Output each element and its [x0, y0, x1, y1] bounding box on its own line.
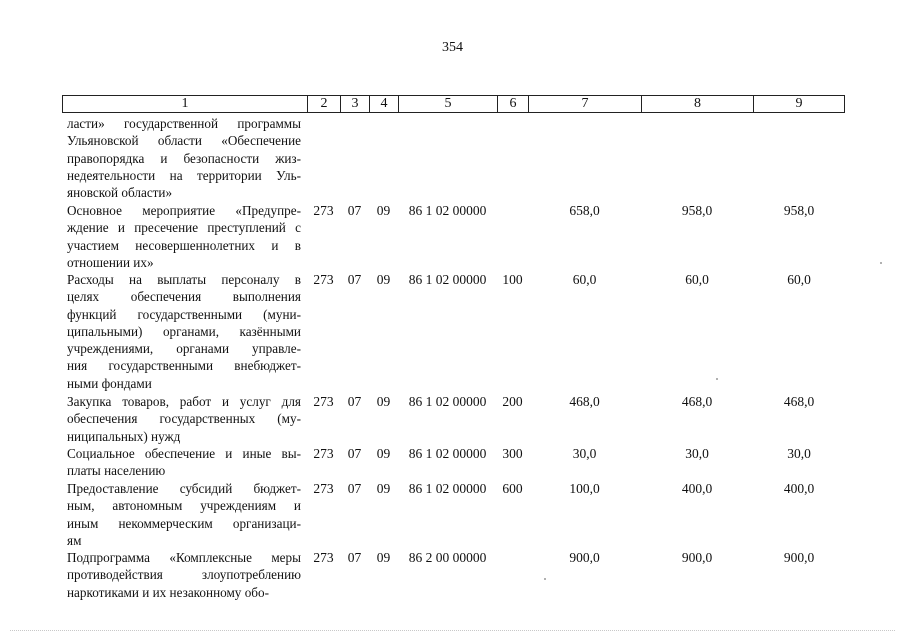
header-col-4: 4 — [369, 95, 398, 113]
cell-year-1: 60,0 — [572, 272, 597, 287]
header-col-5: 5 — [398, 95, 497, 113]
name-line: ласти» государственной программы — [67, 116, 301, 131]
name-line: наркотиками и их незаконному обо- — [67, 584, 269, 600]
cell-target: 86 2 00 00000 — [408, 550, 487, 565]
cell-target: 86 1 02 00000 — [408, 272, 487, 287]
name-line: целях обеспечения выполнения — [67, 289, 301, 305]
cell-target: 86 1 02 00000 — [408, 446, 487, 461]
header-col-7: 7 — [528, 95, 641, 113]
cell-year-3: 958,0 — [783, 203, 815, 218]
cell-year-2: 400,0 — [681, 481, 713, 496]
name-line: Основное мероприятие «Предупре- — [67, 203, 301, 218]
header-col-2: 2 — [307, 95, 340, 113]
cell-section: 07 — [347, 272, 362, 287]
cell-admin: 273 — [313, 446, 334, 461]
cell-year-3: 900,0 — [783, 550, 815, 565]
cell-admin: 273 — [313, 203, 334, 218]
name-line: Закупка товаров, работ и услуг для — [67, 394, 301, 409]
cell-year-2: 468,0 — [681, 394, 713, 409]
header-col-8: 8 — [641, 95, 753, 113]
cell-year-2: 900,0 — [681, 550, 713, 565]
name-line: участием несовершеннолетних и в — [67, 237, 301, 253]
cell-year-3: 30,0 — [787, 446, 811, 461]
cell-year-1: 900,0 — [569, 550, 600, 565]
name-line: обеспечения государственных (му- — [67, 411, 301, 427]
cell-name — [67, 445, 301, 480]
name-line: функций государственными (муни- — [67, 306, 301, 322]
cell-target: 86 1 02 00000 — [408, 203, 487, 218]
header-col-9: 9 — [753, 95, 845, 113]
name-line: Предоставление субсидий бюджет- — [67, 481, 301, 496]
cell-name — [67, 393, 301, 445]
cell-section: 07 — [347, 550, 362, 565]
cell-type: 300 — [502, 446, 523, 461]
cell-target: 86 1 02 00000 — [408, 481, 487, 496]
cell-type: 200 — [502, 394, 523, 409]
cell-year-2: 30,0 — [685, 446, 709, 461]
cell-year-1: 468,0 — [569, 394, 600, 409]
cell-subsection: 09 — [376, 394, 391, 409]
name-line: ниципальных) нужд — [67, 428, 181, 444]
cell-subsection: 09 — [376, 446, 391, 461]
name-line: платы населению — [67, 463, 166, 479]
cell-year-3: 400,0 — [783, 481, 815, 496]
cell-subsection: 09 — [376, 481, 391, 496]
name-line: Социальное обеспечение и иные вы- — [67, 446, 301, 461]
cell-admin: 273 — [313, 550, 334, 565]
name-line: яновской области» — [67, 185, 173, 201]
cell-name — [67, 271, 301, 392]
name-line: иным некоммерческим организаци- — [67, 515, 301, 531]
name-line: правопорядка и безопасности жиз- — [67, 150, 301, 166]
scan-speck — [716, 378, 718, 380]
name-line: Подпрограмма «Комплексные меры — [67, 550, 301, 565]
cell-section: 07 — [347, 446, 362, 461]
name-line: учреждениями, органами управле- — [67, 341, 301, 357]
name-line: Ульяновской области «Обеспечение — [67, 133, 301, 149]
header-col-1: 1 — [62, 95, 307, 113]
cell-year-1: 30,0 — [572, 446, 597, 461]
cell-admin: 273 — [313, 272, 334, 287]
cell-section: 07 — [347, 203, 362, 218]
header-col-6: 6 — [497, 95, 528, 113]
header-col-3: 3 — [340, 95, 369, 113]
name-line: Расходы на выплаты персоналу в — [67, 272, 301, 287]
cell-name — [67, 549, 301, 601]
cell-year-2: 958,0 — [681, 203, 713, 218]
name-line: ждение и пресечение преступлений с — [67, 220, 301, 236]
cell-type: 600 — [502, 481, 523, 496]
cell-admin: 273 — [313, 481, 334, 496]
name-line: противодействия злоупотреблению — [67, 567, 301, 583]
cell-section: 07 — [347, 481, 362, 496]
cell-name — [67, 202, 301, 271]
name-line: недеятельности на территории Уль- — [67, 167, 301, 183]
scan-speck — [544, 578, 546, 580]
cell-year-1: 658,0 — [569, 203, 600, 218]
name-line: ния государственными внебюджет- — [67, 358, 301, 374]
cell-section: 07 — [347, 394, 362, 409]
scan-speck — [880, 262, 882, 264]
cell-year-2: 60,0 — [685, 272, 709, 287]
name-line: ям — [67, 532, 82, 548]
name-line: ципальными) органами, казёнными — [67, 323, 301, 339]
name-line: ными фондами — [67, 375, 152, 391]
cell-name — [67, 115, 301, 201]
cell-name — [67, 480, 301, 549]
cell-type: 100 — [502, 272, 523, 287]
cell-admin: 273 — [313, 394, 334, 409]
name-line: ным, автономным учреждениям и — [67, 498, 301, 514]
cell-subsection: 09 — [376, 550, 391, 565]
cell-year-1: 100,0 — [569, 481, 600, 496]
name-line: отношении их» — [67, 254, 154, 270]
cell-subsection: 09 — [376, 272, 391, 287]
cell-year-3: 60,0 — [787, 272, 811, 287]
cell-subsection: 09 — [376, 203, 391, 218]
page-number: 354 — [442, 40, 463, 55]
scan-edge — [10, 630, 895, 633]
cell-year-3: 468,0 — [783, 394, 815, 409]
cell-target: 86 1 02 00000 — [408, 394, 487, 409]
